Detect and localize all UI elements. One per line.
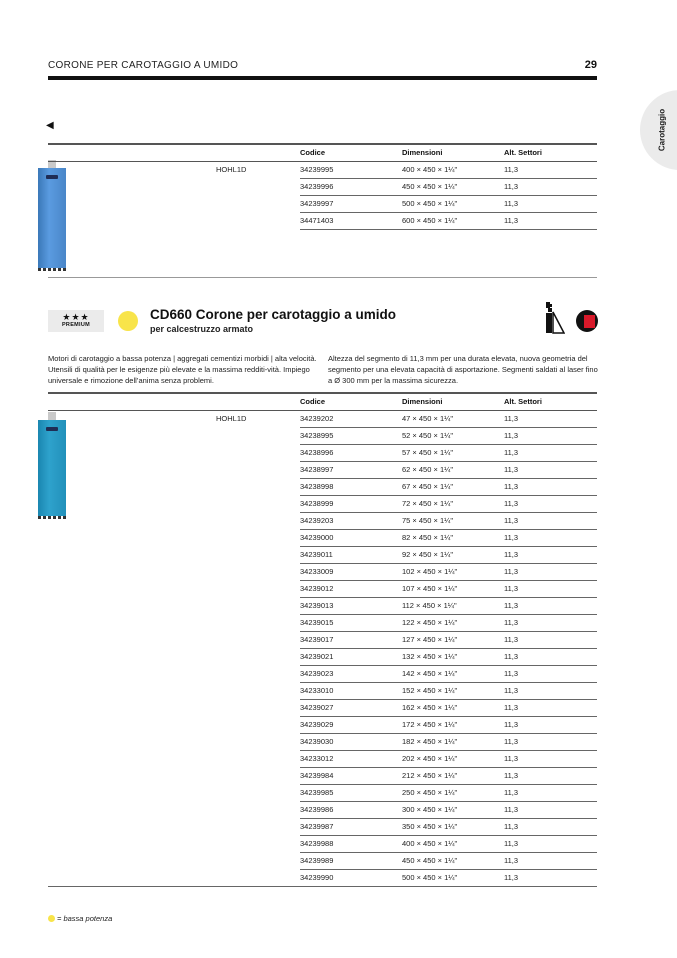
type-cell [216,212,300,229]
segment-height-cell: 11,3 [504,801,597,818]
image-cell [48,631,216,648]
table-row [48,767,597,784]
code-cell: 34233009 [300,563,402,580]
dimensions-cell: 500 × 450 × 1¼" [402,195,504,212]
description-right: Altezza del segmento di 11,3 mm per una durata elevata, nuova geometria del segmento per una elevata capacità di asportazione. Segmenti saldati al laser fino a Ø 300 mm per la massima sicurezza. [328,354,598,385]
code-cell: 34239202 [300,410,402,427]
type-cell [216,631,300,648]
code-cell: 34239997 [300,195,402,212]
dimensions-cell: 350 × 450 × 1¼" [402,818,504,835]
image-cell [48,546,216,563]
type-cell [216,682,300,699]
dimensions-cell: 172 × 450 × 1¼" [402,716,504,733]
header-type-cell [216,144,300,161]
product-subtitle: per calcestruzzo armato [150,324,254,334]
continuation-arrow-icon: ◀ [46,120,54,131]
code-cell: 34238997 [300,461,402,478]
type-cell: HOHL1D [216,165,247,175]
type-cell [216,767,300,784]
table-row [48,784,597,801]
type-cell [216,784,300,801]
type-cell [216,563,300,580]
type-cell [216,852,300,869]
code-cell: 34239029 [300,716,402,733]
column-header-segment-height: Alt. Settori [504,393,597,410]
table-row [48,580,597,597]
type-cell [216,427,300,444]
side-tab-carotaggio[interactable] [640,90,677,170]
premium-badge [48,310,104,332]
dimensions-cell: 57 × 450 × 1¼" [402,444,504,461]
table-row [48,852,597,869]
type-cell [216,444,300,461]
image-cell [48,410,216,427]
table-row [48,178,597,195]
table-row [48,563,597,580]
table-row [48,699,597,716]
segment-height-cell: 11,3 [504,495,597,512]
code-cell: 34239990 [300,869,402,886]
dimensions-cell: 127 × 450 × 1¼" [402,631,504,648]
table-row [48,750,597,767]
image-cell [48,869,216,886]
dimensions-cell: 112 × 450 × 1¼" [402,597,504,614]
table-row [48,444,597,461]
type-cell [216,818,300,835]
table-row [48,835,597,852]
image-cell [48,580,216,597]
table-row [48,665,597,682]
column-header-code: Codice [300,393,402,410]
segment-height-cell: 11,3 [504,461,597,478]
segment-height-cell: 11,3 [504,716,597,733]
code-cell: 34239989 [300,852,402,869]
image-cell [48,699,216,716]
image-cell [48,195,216,212]
segment-height-cell: 11,3 [504,195,597,212]
dimensions-cell: 107 × 450 × 1¼" [402,580,504,597]
low-power-indicator-icon [118,311,138,331]
code-cell: 34239996 [300,178,402,195]
image-cell [48,495,216,512]
segment-height-cell: 11,3 [504,784,597,801]
image-cell [48,427,216,444]
low-power-indicator-icon [48,915,55,922]
segment-height-cell: 11,3 [504,161,597,178]
side-tab-label: Carotaggio [657,108,667,152]
code-cell: 34239011 [300,546,402,563]
description-left: Motori di carotaggio a bassa potenza | aggregati cementizi morbidi | alta velocità. Utensili di qualità per le esigenze più elevate e la massima redditi-vità. Impiego universale e rimozione dell’anima senza problemi. [48,354,317,385]
spec-table-1 [48,143,597,230]
segment-height-cell: 11,3 [504,750,597,767]
code-cell: 34239017 [300,631,402,648]
type-cell: HOHL1D [216,414,247,424]
segment-height-cell: 11,3 [504,563,597,580]
table-row [48,597,597,614]
dimensions-cell: 182 × 450 × 1¼" [402,733,504,750]
code-cell: 34239995 [300,161,402,178]
segment-height-cell: 11,3 [504,835,597,852]
table-row [48,161,597,178]
legend [48,914,112,923]
image-cell [48,512,216,529]
stars-icon: ★★★ [62,312,90,322]
dimensions-cell: 47 × 450 × 1¼" [402,410,504,427]
code-cell: 34239000 [300,529,402,546]
table-row [48,512,597,529]
image-cell [48,818,216,835]
table-row [48,716,597,733]
type-cell [216,195,300,212]
segment-height-cell: 11,3 [504,597,597,614]
code-cell: 34239013 [300,597,402,614]
dimensions-cell: 450 × 450 × 1¼" [402,178,504,195]
running-header [48,60,597,80]
type-cell [216,835,300,852]
table-row [48,427,597,444]
table-row [48,818,597,835]
image-cell [48,444,216,461]
dimensions-cell: 152 × 450 × 1¼" [402,682,504,699]
type-cell [216,648,300,665]
type-cell [216,614,300,631]
segment-height-cell: 11,3 [504,410,597,427]
segment-height-cell: 11,3 [504,818,597,835]
segment-height-cell: 11,3 [504,682,597,699]
code-cell: 34238995 [300,427,402,444]
column-header-segment-height: Alt. Settori [504,144,597,161]
image-cell [48,648,216,665]
dimensions-cell: 600 × 450 × 1¼" [402,212,504,229]
type-cell [216,869,300,886]
code-cell: 34239987 [300,818,402,835]
image-cell [48,597,216,614]
dimensions-cell: 212 × 450 × 1¼" [402,767,504,784]
table-row [48,195,597,212]
legend-text: = bassa potenza [57,914,113,923]
drill-segments [38,268,66,271]
image-cell [48,529,216,546]
table-row [48,682,597,699]
image-cell [48,801,216,818]
table-row [48,631,597,648]
type-cell [216,750,300,767]
image-cell [48,750,216,767]
spec-table-2 [48,392,597,887]
dimensions-cell: 250 × 450 × 1¼" [402,784,504,801]
code-cell: 34239021 [300,648,402,665]
code-cell: 34239027 [300,699,402,716]
dimensions-cell: 400 × 450 × 1¼" [402,835,504,852]
type-cell [216,495,300,512]
type-cell [216,512,300,529]
type-cell [216,801,300,818]
segment-height-cell: 11,3 [504,178,597,195]
segment-height-cell: 11,3 [504,546,597,563]
image-cell [48,784,216,801]
table-row [48,546,597,563]
dimensions-cell: 67 × 450 × 1¼" [402,478,504,495]
table-row [48,614,597,631]
table-row [48,212,597,229]
reinforced-concrete-icon [576,310,598,332]
section-title: CORONE PER CAROTAGGIO A UMIDO [48,60,239,71]
header-type-cell [216,393,300,410]
dimensions-cell: 82 × 450 × 1¼" [402,529,504,546]
code-cell: 34239015 [300,614,402,631]
code-cell: 34238998 [300,478,402,495]
dimensions-cell: 450 × 450 × 1¼" [402,852,504,869]
type-cell [216,580,300,597]
dimensions-cell: 75 × 450 × 1¼" [402,512,504,529]
type-cell [216,178,300,195]
type-cell [216,529,300,546]
segment-height-cell: 11,3 [504,444,597,461]
segment-height-cell: 11,3 [504,580,597,597]
dimensions-cell: 300 × 450 × 1¼" [402,801,504,818]
code-cell: 34233010 [300,682,402,699]
type-cell [216,478,300,495]
code-cell: 34239012 [300,580,402,597]
core-drill-machine-icon [545,300,565,334]
table-row [48,461,597,478]
segment-height-cell: 11,3 [504,699,597,716]
code-cell: 34239986 [300,801,402,818]
concrete-segment-shape [584,315,595,328]
dimensions-cell: 132 × 450 × 1¼" [402,648,504,665]
segment-height-cell: 11,3 [504,767,597,784]
segment-height-cell: 11,3 [504,631,597,648]
segment-height-cell: 11,3 [504,665,597,682]
type-cell [216,716,300,733]
segment-height-cell: 11,3 [504,512,597,529]
header-image-cell [48,144,216,161]
segment-height-cell: 11,3 [504,869,597,886]
code-cell: 34239023 [300,665,402,682]
type-cell [216,699,300,716]
dimensions-cell: 72 × 450 × 1¼" [402,495,504,512]
dimensions-cell: 122 × 450 × 1¼" [402,614,504,631]
dimensions-cell: 400 × 450 × 1¼" [402,161,504,178]
column-header-dimensions: Dimensioni [402,393,504,410]
image-cell [48,478,216,495]
column-header-dimensions: Dimensioni [402,144,504,161]
image-cell [48,835,216,852]
image-cell [48,178,216,195]
segment-height-cell: 11,3 [504,212,597,229]
section-divider [48,277,597,278]
image-cell [48,614,216,631]
type-cell [216,461,300,478]
table-row [48,733,597,750]
table-row [48,869,597,886]
code-cell: 34239030 [300,733,402,750]
table-row [48,410,597,427]
segment-height-cell: 11,3 [504,478,597,495]
table-header-row [48,393,597,410]
dimensions-cell: 162 × 450 × 1¼" [402,699,504,716]
dimensions-cell: 52 × 450 × 1¼" [402,427,504,444]
segment-height-cell: 11,3 [504,529,597,546]
product-title: CD660 Corone per carotaggio a umido [150,307,397,322]
table-row [48,801,597,818]
dimensions-cell: 62 × 450 × 1¼" [402,461,504,478]
image-cell [48,852,216,869]
image-cell [48,682,216,699]
table-row [48,495,597,512]
table-header-row [48,144,597,161]
image-cell [48,212,216,229]
dimensions-cell: 92 × 450 × 1¼" [402,546,504,563]
code-cell: 34238999 [300,495,402,512]
code-cell: 34239985 [300,784,402,801]
image-cell [48,665,216,682]
dimensions-cell: 102 × 450 × 1¼" [402,563,504,580]
image-cell [48,161,216,178]
dimensions-cell: 142 × 450 × 1¼" [402,665,504,682]
premium-label: PREMIUM [61,322,91,328]
table-row [48,529,597,546]
segment-height-cell: 11,3 [504,648,597,665]
image-cell [48,461,216,478]
dimensions-cell: 202 × 450 × 1¼" [402,750,504,767]
dimensions-cell: 500 × 450 × 1¼" [402,869,504,886]
image-cell [48,563,216,580]
table-row [48,648,597,665]
type-cell [216,733,300,750]
header-image-cell [48,393,216,410]
image-cell [48,733,216,750]
segment-height-cell: 11,3 [504,852,597,869]
page-number: 29 [584,59,597,71]
table-row [48,478,597,495]
code-cell: 34233012 [300,750,402,767]
type-cell [216,597,300,614]
image-cell [48,716,216,733]
code-cell: 34471403 [300,212,402,229]
segment-height-cell: 11,3 [504,427,597,444]
image-cell [48,767,216,784]
code-cell: 34239203 [300,512,402,529]
column-header-code: Codice [300,144,402,161]
code-cell: 34239988 [300,835,402,852]
code-cell: 34239984 [300,767,402,784]
segment-height-cell: 11,3 [504,733,597,750]
code-cell: 34238996 [300,444,402,461]
type-cell [216,665,300,682]
segment-height-cell: 11,3 [504,614,597,631]
type-cell [216,546,300,563]
